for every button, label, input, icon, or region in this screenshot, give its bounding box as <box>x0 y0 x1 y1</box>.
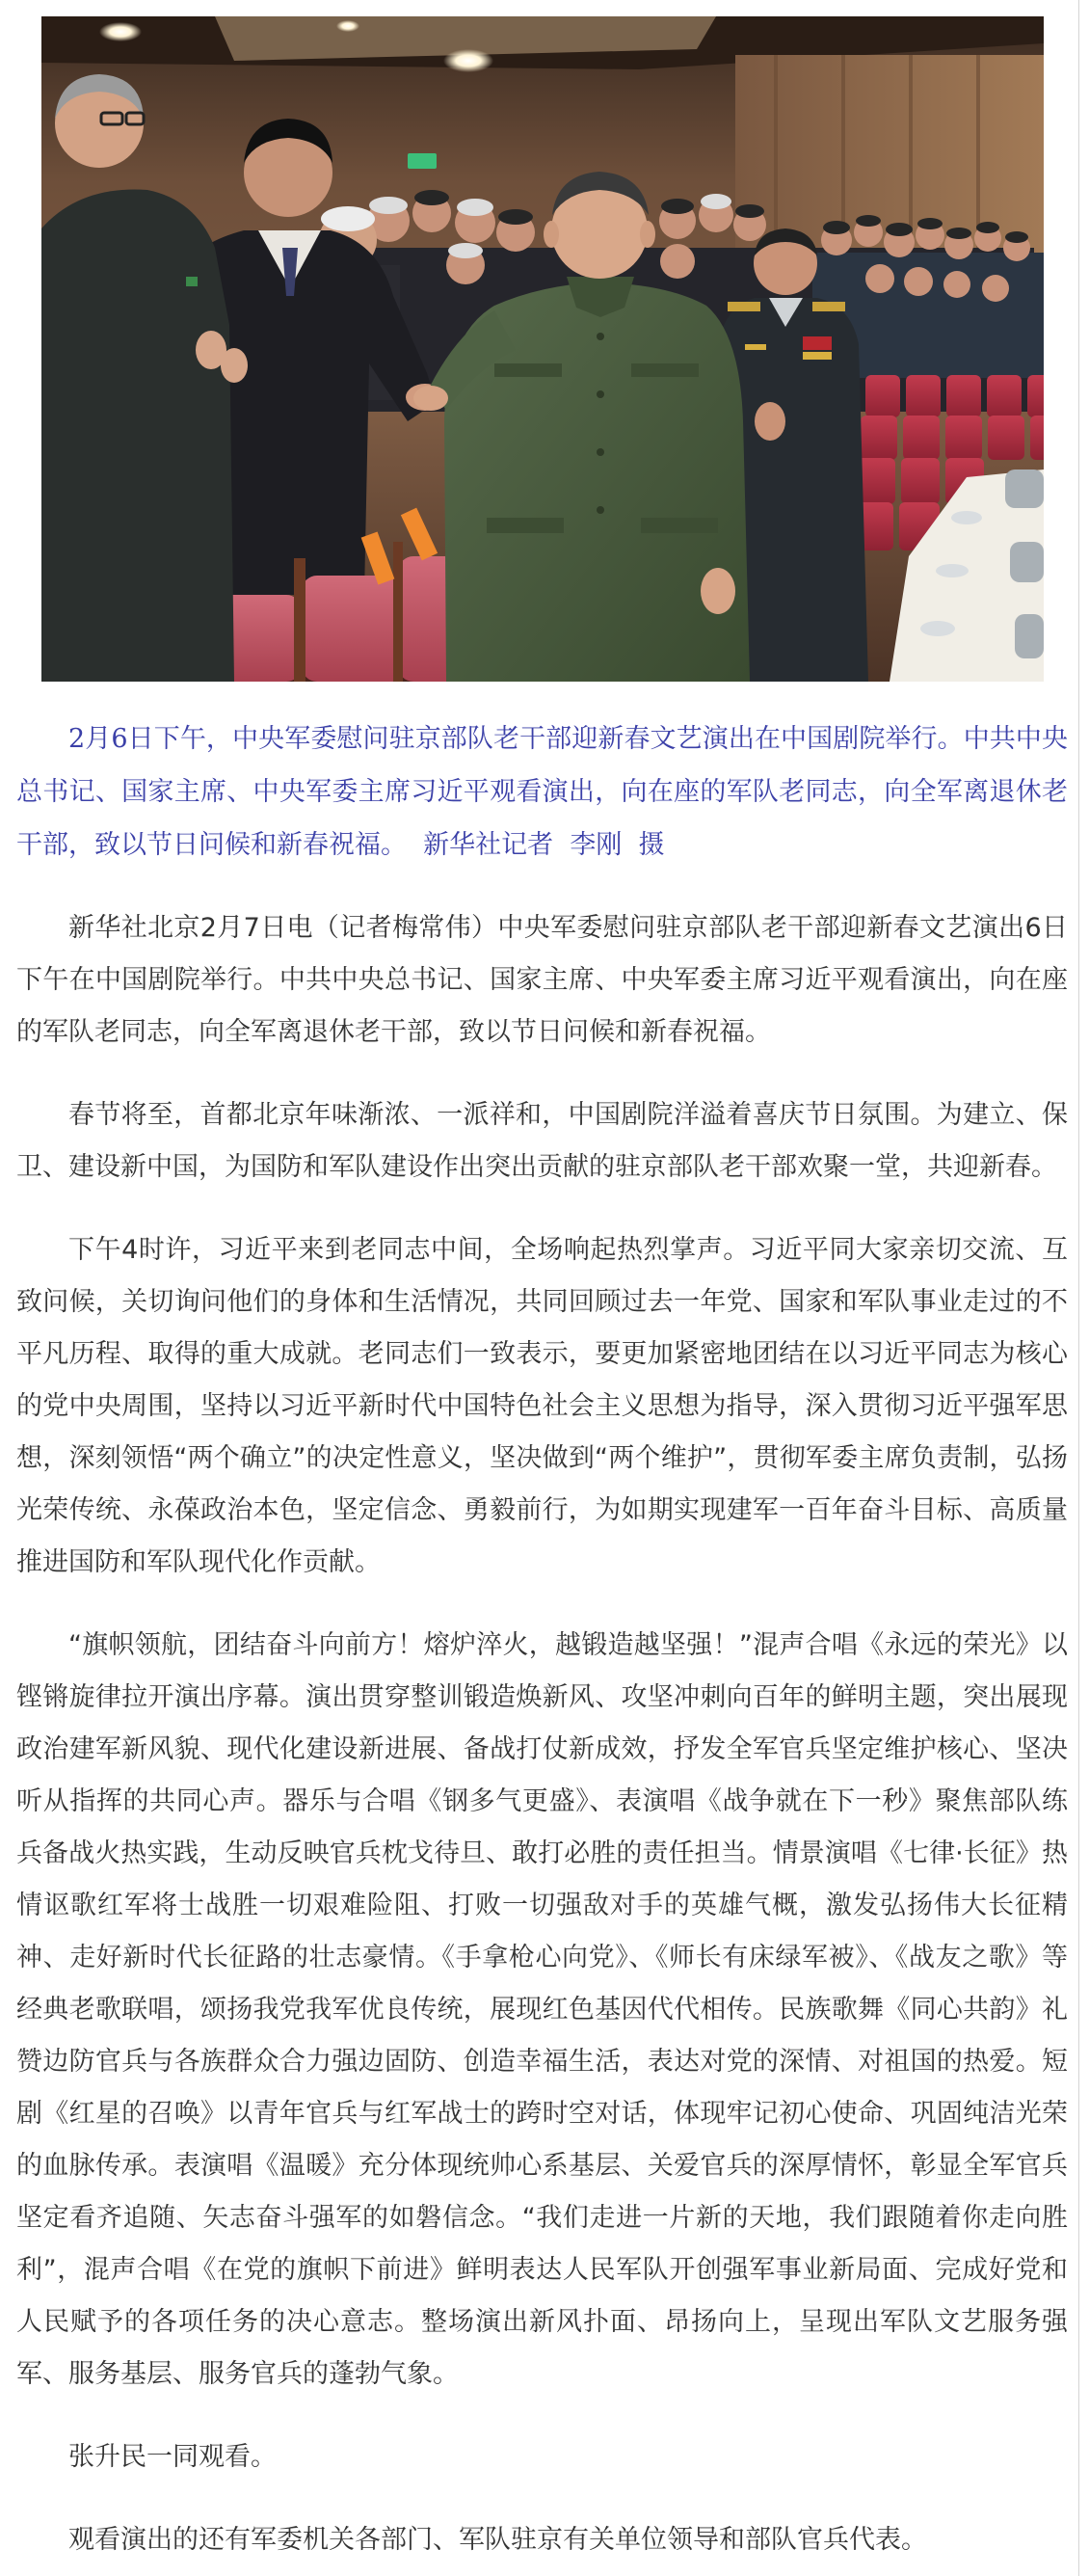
article-photo-illustration <box>41 16 1044 682</box>
paragraph: 春节将至，首都北京年味渐浓、一派祥和，中国剧院洋溢着喜庆节日氛围。为建立、保卫、建设新中国，为国防和军队建设作出突出贡献的驻京部队老干部欢聚一堂，共迎新春。 <box>16 1100 1068 1182</box>
article-body <box>16 902 1068 2576</box>
ceiling-light <box>336 20 359 32</box>
photo-caption: 2月6日下午，中央军委慰问驻京部队老干部迎新春文艺演出在中国剧院举行。中共中央总书记、国家主席、中央军委主席习近平观看演出，向在座的军队老同志，向全军离退休老干部，致以节日问候和新春祝福。 新华社记者 李刚 摄 <box>16 724 1068 860</box>
exit-sign <box>408 153 437 169</box>
paragraph: 观看演出的还有军委机关各部门、军队驻京有关单位领导和部队官兵代表。 <box>68 2525 927 2555</box>
paragraph: 张升民一同观看。 <box>68 2442 277 2472</box>
paragraph: “旗帜领航，团结奋斗向前方！熔炉淬火，越锻造越坚强！”混声合唱《永远的荣光》以铿锵旋律拉开演出序幕。演出贯穿整训锻造焕新风、攻坚冲刺向百年的鲜明主题，突出展现政治建军新风貌、现代化建设新进展、备战打仗新成效，抒发全军官兵坚定维护核心、坚决听从指挥的共同心声。器乐与合唱《钢多气更盛》、表演唱《战争就在下一秒》聚焦部队练兵备战火热实践，生动反映官兵枕戈待旦、敢打必胜的责任担当。情景演唱《七律·长征》热情讴歌红军将士战胜一切艰难险阻、打败一切强敌对手的英雄气概，激发弘扬伟大长征精神、走好新时代长征路的壮志豪情。《手拿枪心向党》、《师长有床绿军被》、《战友之歌》等经典老歌联唱，颂扬我党我军优良传统，展现红色基因代代相传。民族歌舞《同心共韵》礼赞边防官兵与各族群众合力强边固防、创造幸福生活，表达对党的深情、对祖国的热爱。短剧《红星的召唤》以青年官兵与红军战士的跨时空对话，体现牢记初心使命、巩固纯洁光荣的血脉传承。表演唱《温暖》充分体现统帅心系基层、关爱官兵的深厚情怀，彰显全军官兵坚定看齐追随、矢志奋斗强军的如磐信念。“我们走进一片新的天地，我们跟随着你走向胜利”，混声合唱《在党的旗帜下前进》鲜明表达人民军队开创强军事业新局面、完成好党和人民赋予的各项任务的决心意志。整场演出新风扑面、昂扬向上，呈现出军队文艺服务强军、服务基层、服务官兵的蓬勃气象。 <box>16 1630 1068 2389</box>
ceiling-light <box>99 22 142 41</box>
paragraph: 下午4时许，习近平来到老同志中间，全场响起热烈掌声。习近平同大家亲切交流、互致问候，关切询问他们的身体和生活情况，共同回顾过去一年党、国家和军队事业走过的不平凡历程、取得的重大成就。老同志们一致表示，要更加紧密地团结在以习近平同志为核心的党中央周围，坚持以习近平新时代中国特色社会主义思想为指导，深入贯彻习近平强军思想，深刻领悟“两个确立”的决定性意义，坚决做到“两个维护”，贯彻军委主席负责制，弘扬光荣传统、永葆政治本色，坚定信念、勇毅前行，为如期实现建军一百年奋斗目标、高质量推进国防和军队现代化作贡献。 <box>16 1235 1068 1577</box>
page-right-border <box>1078 0 1079 2576</box>
paragraph-dateline: 新华社北京2月7日电（记者梅常伟）中央军委慰问驻京部队老干部迎新春文艺演出6日下午在中国剧院举行。中共中央总书记、国家主席、中央军委主席习近平观看演出，向在座的军队老同志，向全军离退休老干部，致以节日问候和新春祝福。 <box>16 913 1068 1047</box>
ceiling-light <box>443 49 493 72</box>
article-photo <box>41 16 1044 682</box>
